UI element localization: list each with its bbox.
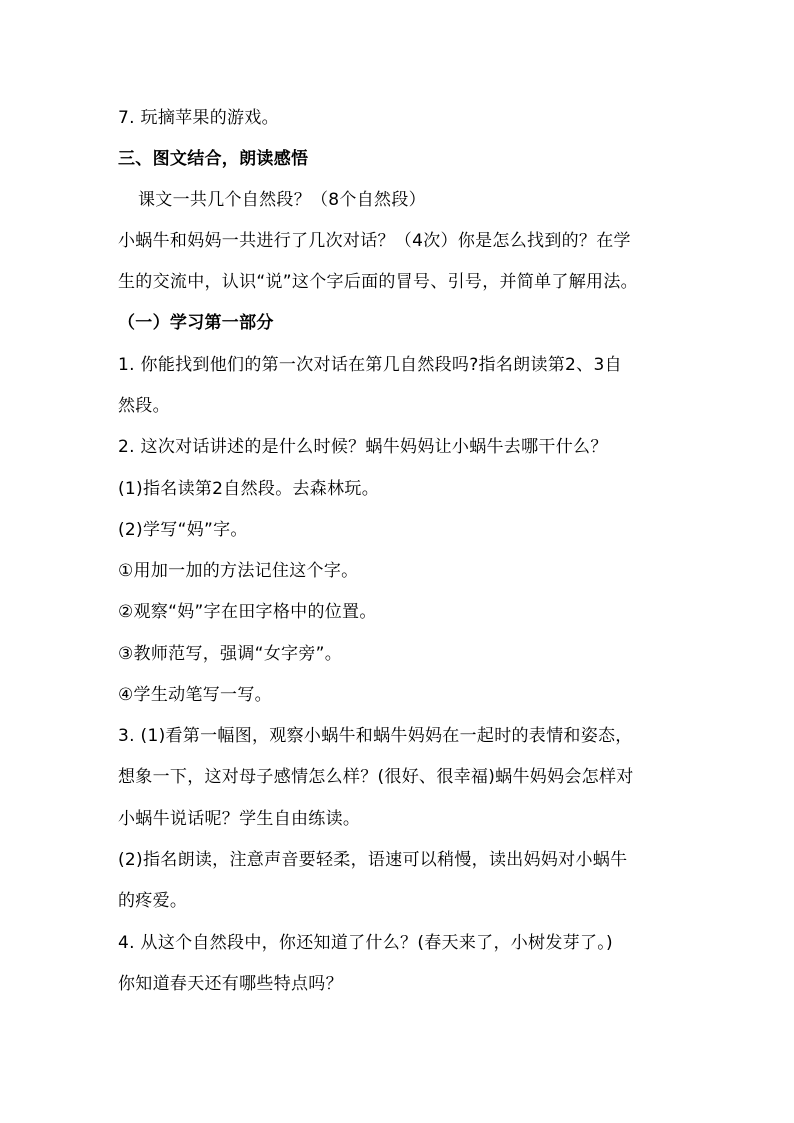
text-line-paragraph: 小蜗牛和妈妈一共进行了几次对话？（4次）你是怎么找到的？在学 — [118, 231, 631, 251]
text-line-item-2: 2. 这次对话讲述的是什么时候？蜗牛妈妈让小蜗牛去哪干什么？ — [118, 437, 608, 457]
text-line-step-3: ③教师范写，强调“女字旁”。 — [118, 644, 343, 664]
text-line-subitem: (1)指名读第2自然段。去森林玩。 — [118, 479, 379, 499]
text-line-paragraph: 生的交流中，认识“说”这个字后面的冒号、引号，并简单了解用法。 — [118, 272, 638, 292]
text-line-item-3-cont: 想象一下，这对母子感情怎么样？(很好、很幸福)蜗牛妈妈会怎样对 — [118, 767, 634, 787]
text-line-subitem: (2)指名朗读，注意声音要轻柔，语速可以稍慢，读出妈妈对小蜗牛 — [118, 850, 628, 870]
text-line-subitem: (2)学写“妈”字。 — [118, 520, 248, 540]
text-line-activity-7: 7. 玩摘苹果的游戏。 — [118, 108, 279, 128]
text-line-subitem-cont: 的疼爱。 — [118, 891, 188, 911]
text-line-item-3: 3. (1)看第一幅图，观察小蜗牛和蜗牛妈妈在一起时的表情和姿态， — [118, 726, 633, 746]
text-line-step-4: ④学生动笔写一写。 — [118, 685, 272, 705]
text-line-item-3-cont: 小蜗牛说话呢？学生自由练读。 — [118, 809, 361, 829]
text-line-item-4: 4. 从这个自然段中，你还知道了什么？(春天来了，小树发芽了。) — [118, 933, 613, 953]
section-heading-3: 三、图文结合，朗读感悟 — [118, 149, 309, 169]
text-line-item-1: 1. 你能找到他们的第一次对话在第几自然段吗?指名朗读第2、3自 — [118, 355, 622, 375]
text-line-item-1-cont: 然段。 — [118, 396, 170, 416]
text-line-item-4-cont: 你知道春天还有哪些特点吗？ — [118, 974, 343, 994]
text-line-step-2: ②观察“妈”字在田字格中的位置。 — [118, 602, 377, 622]
text-line-question: 课文一共几个自然段？（8个自然段） — [138, 190, 426, 210]
subsection-heading-1: （一）学习第一部分 — [118, 313, 274, 333]
text-line-step-1: ①用加一加的方法记住这个字。 — [118, 561, 359, 581]
